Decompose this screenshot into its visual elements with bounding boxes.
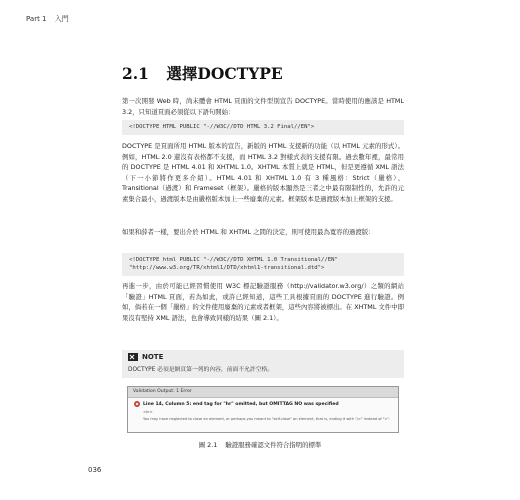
section-heading — [122, 62, 283, 84]
section-number: 2.1 — [122, 64, 149, 83]
note-icon — [128, 353, 138, 361]
paragraph-validation: 再進一步，由於可能已經習慣使用 W3C 標記驗證服務（http://validator.w3.org/）之類的網站「驗證」HTML 頁面，若為如此，或許已經知道，這些工具根據頁面的 DOCTYPE 進行驗證。例如，倘若在一個「嚴格」的文件使用廢棄的元素或者框架，這些內容將被標出。在 XHTML 文件中即果沒有堅持 XML 語法，也會導致同樣的結果（圖 2.1）。 — [122, 282, 404, 322]
note-label: NOTE — [142, 353, 164, 361]
figure-caption-text: 驗證服務確認文件符合指明的標準 — [225, 441, 322, 449]
paragraph-doctype-explained: DOCTYPE 是頁面所用 HTML 版本的宣告，新版的 HTML 支援新的功能（以 HTML 元素的形式）。例如，HTML 2.0 還沒有表格都不支援，而 HTML 3.2 對樣式表的支援有限。過去數年裡，最常用的 DOCTYPE 是 HTML 4.01 和 XHTML 1.0。XHTML 本質上就是 HTML，但是更遵循 XML 語法（下一小節將作更多介紹）。HTML 4.01 和 XHTML 1.0 有 3 種風格：Strict（嚴格）、Transitional（過渡）和 Frameset（框架）。嚴格的版本顯然是三者之中最有限制性的，允許的元素集合最小，過渡版本是由嚴格版本加上一些廢棄的元素。框架版本是過渡版本加上框架的支援。 — [122, 142, 404, 203]
part-title: 入門 — [54, 15, 69, 23]
error-explanation: You may have neglected to close an element, or perhaps you meant to "self-close" an element, that is, ending it with "/>" instead of ">". — [143, 417, 391, 421]
validation-error-details — [128, 398, 398, 424]
code-line: <!DOCTYPE html PUBLIC "-//W3C//DTD XHTML 1.0 Transitional//EN" — [129, 257, 338, 263]
error-message: Line 14, Column 5: end tag for "hr" omitted, but OMITTAG NO was specified — [143, 401, 339, 407]
code-line: "http://www.w3.org/TR/xhtml1/DTD/xhtml1-transitional.dtd"> — [129, 264, 325, 271]
error-icon — [134, 401, 140, 407]
running-header — [26, 14, 69, 24]
paragraph-transitional: 如果和薛者一樣，要出介於 HTML 和 XHTML 之間的決定，則可使用最為寬容的過渡版： — [122, 228, 375, 236]
part-label: Part 1 — [26, 15, 47, 23]
error-line — [134, 401, 392, 407]
note-text: DOCTYPE 必須是網頁第一列的內容，前面不允許空格。 — [128, 367, 274, 373]
figure-number: 圖 2.1 — [198, 441, 218, 449]
code-line: <!DOCTYPE HTML PUBLIC "-//W3C//DTD HTML 3.2 Final//EN"> — [129, 124, 315, 130]
section-title: 選擇DOCTYPE — [166, 64, 283, 83]
figure-validation-screenshot — [127, 386, 399, 433]
paragraph-intro: 第一次開發 Web 時，尚未體會 HTML 頁面的文件型別宣告 DOCTYPE。當時使用的應該是 HTML 3.2，只知道頁面必須從以下語句開始： — [122, 97, 404, 116]
code-block-html32 — [122, 120, 404, 135]
code-block-xhtml — [122, 253, 404, 276]
note-box — [122, 350, 404, 378]
page-number: 036 — [88, 466, 102, 474]
note-header — [128, 353, 398, 361]
error-code-snippet: <hr> — [143, 410, 153, 414]
validation-output-bar: Validation Output: 1 Error — [128, 387, 398, 398]
figure-caption — [0, 440, 520, 449]
